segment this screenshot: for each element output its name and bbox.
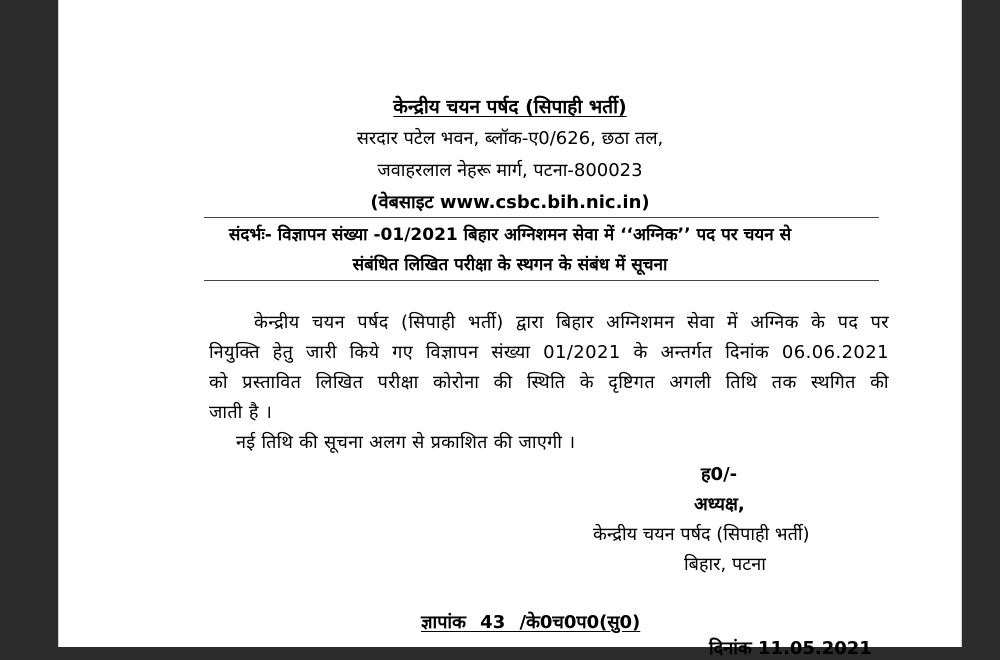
para1-line-1: केन्द्रीय चयन पर्षद (सिपाही भर्ती) द्वारा बिहार अग्निशमन सेवा में अग्निक के पद पर <box>254 312 889 333</box>
subject-bottom-rule <box>204 280 879 281</box>
subject-line-2: संबंधित लिखित परीक्षा के स्थगन के संबंध में सूचना <box>352 255 668 275</box>
org-title: केन्द्रीय चयन पर्षद (सिपाही भर्ती) <box>393 96 627 118</box>
body-paragraph-1 <box>209 308 889 428</box>
signatory-designation: अध्यक्ष, <box>694 494 745 515</box>
subject-line-1: संदर्भः- विज्ञापन संख्या -01/2021 बिहार अग्निशमन सेवा में ‘‘अग्निक’’ पद पर चयन से <box>228 225 792 245</box>
viewer-right-margin <box>960 0 1000 647</box>
body-paragraph-2: नई तिथि की सूचना अलग से प्रकाशित की जाएगी । <box>236 432 576 453</box>
signed-mark: ह0/- <box>701 464 738 485</box>
signatory-organization: केन्द्रीय चयन पर्षद (सिपाही भर्ती) <box>593 524 810 545</box>
subject-top-rule <box>204 217 879 218</box>
memo-number: ज्ञापांक 43 /के0च0प0(सु0) <box>421 612 641 633</box>
para1-line-2: नियुक्ति हेतु जारी किये गए विज्ञापन संख्या 01/2021 के अन्तर्गत दिनांक 06.06.2021 <box>209 342 889 363</box>
address-line-1: सरदार पटेल भवन, ब्लॉक-ए0/626, छठा तल, <box>356 128 664 149</box>
para1-line-4: जाती है । <box>209 402 273 423</box>
para1-line-3: को प्रस्तावित लिखित परीक्षा कोरोना की स्थिति के दृष्टिगत अगली तिथि तक स्थगित की <box>209 372 889 393</box>
document-page <box>58 0 962 659</box>
viewer-left-margin <box>0 0 58 647</box>
address-line-2: जवाहरलाल नेहरू मार्ग, पटना-800023 <box>377 160 643 181</box>
signatory-place: बिहार, पटना <box>684 554 766 575</box>
website-line: (वेबसाइट www.csbc.bih.nic.in) <box>370 192 650 213</box>
memo-date: दिनांक 11.05.2021 <box>709 638 872 659</box>
